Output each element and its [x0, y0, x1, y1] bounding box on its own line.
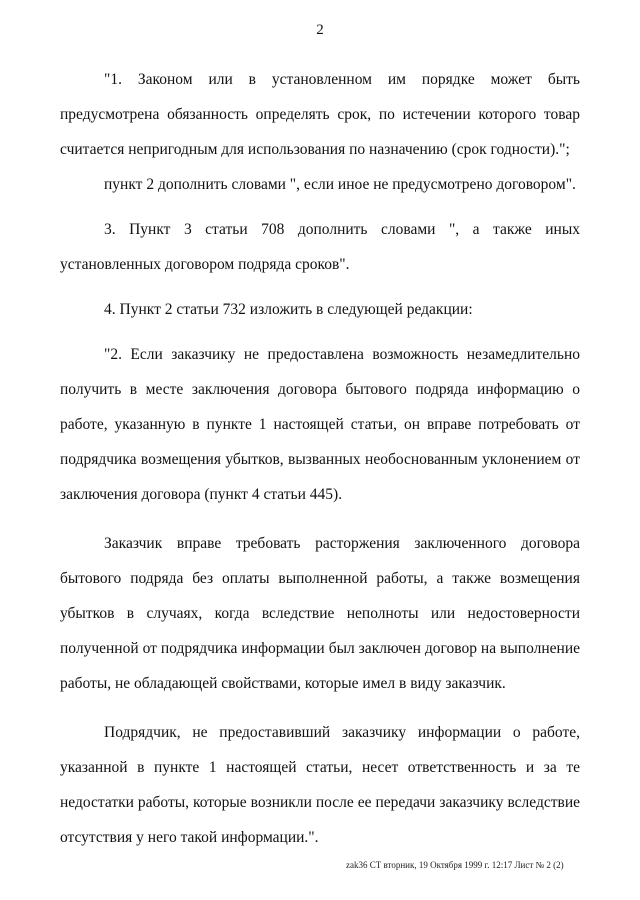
- document-footer: zak36 СТ вторник, 19 Октября 1999 г. 12:17 Лист № 2 (2): [346, 860, 564, 870]
- paragraph-clause-2-addition: пункт 2 дополнить словами ", если иное не предусмотрено договором".: [104, 176, 576, 193]
- paragraph-shelf-life: "1. Законом или в установленном им порядке может быть предусмотрена обязанность определять срок, по истечении которого товар считается непригодным для использования по назначению (срок годности).";: [60, 71, 580, 158]
- paragraph-article-732-intro: 4. Пункт 2 статьи 732 изложить в следующей редакции:: [104, 301, 473, 318]
- document-body: [60, 62, 580, 865]
- paragraph-contractor-liability: Подрядчик, не предоставивший заказчику информации о работе, указанной в пункте 1 настоящей статьи, несет ответственность и за те недостатки работы, которые возникли после ее передачи заказчику вследствие отсутствия у него такой информации.".: [60, 724, 580, 846]
- page-number: 2: [316, 22, 324, 38]
- paragraph-contract-termination: Заказчик вправе требовать расторжения заключенного договора бытового подряда без оплаты выполненной работы, а также возмещения убытков в случаях, когда вследствие неполноты или недостоверности полученной от подрядчика информации был заключен договор на выполнение работы, не обладающей свойствами, которые имел в виду заказчик.: [60, 535, 580, 692]
- paragraph-customer-information: "2. Если заказчику не предоставлена возможность незамедлительно получить в месте заключения договора бытового подряда информацию о работе, указанную в пункте 1 настоящей статьи, он вправе потребовать от подрядчика возмещения убытков, вызванных необоснованным уклонением от заключения договора (пункт 4 статьи 445).: [60, 346, 580, 503]
- paragraph-article-708: 3. Пункт 3 статьи 708 дополнить словами ", а также иных установленных договором подряда сроков".: [60, 221, 580, 273]
